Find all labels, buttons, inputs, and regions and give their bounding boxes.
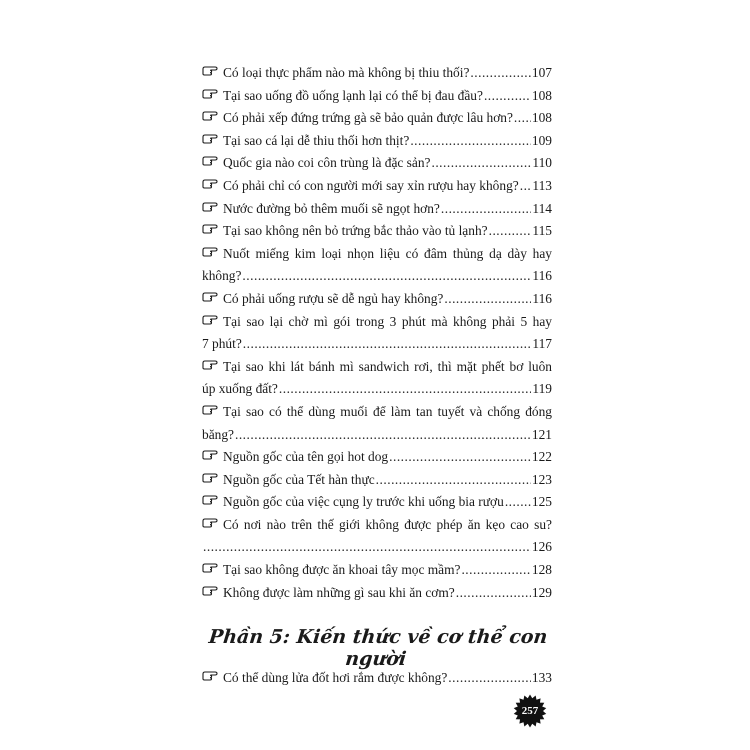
toc-entry — [202, 130, 552, 153]
toc-page-number: 108 — [531, 110, 552, 126]
toc-page-number: 119 — [532, 381, 552, 397]
toc-entry-title: 7 phút? — [202, 336, 242, 352]
pointing-hand-icon — [202, 518, 218, 528]
toc-entry-title: Nguồn gốc của việc cụng ly trước khi uống bia rượu — [202, 491, 504, 514]
toc-entry-title: Tại sao không được ăn khoai tây mọc mầm? — [202, 559, 460, 582]
pointing-hand-icon — [202, 224, 218, 234]
pointing-hand-icon — [202, 134, 218, 144]
pointing-hand-icon — [202, 111, 218, 121]
toc-entry-title: Tại sao không nên bỏ trứng bắc thảo vào tủ lạnh? — [202, 220, 488, 243]
toc-line — [202, 288, 552, 311]
toc-entry-title: Tại sao uống đồ uống lạnh lại có thể bị đau đầu? — [202, 85, 483, 108]
table-of-contents — [202, 62, 552, 604]
pointing-hand-icon — [202, 247, 218, 257]
pointing-hand-icon — [202, 671, 218, 681]
toc-page-number: 121 — [531, 426, 552, 442]
toc-page-number: 117 — [532, 336, 552, 352]
toc-entry-title: Nuốt miếng kim loại nhọn liệu có đâm thủng dạ dày hay — [202, 243, 552, 266]
toc-entry-title: Có thể dùng lửa đốt hơi rắm được không? — [202, 667, 447, 690]
toc-entry — [202, 356, 552, 401]
pointing-hand-icon — [202, 179, 218, 189]
toc-entry-title: không? — [202, 268, 242, 284]
pointing-hand-icon — [202, 360, 218, 370]
toc-entry — [202, 62, 552, 85]
dot-leader — [242, 265, 531, 288]
toc-page-number: 126 — [531, 539, 552, 555]
pointing-hand-icon — [202, 292, 218, 302]
dot-leader — [441, 198, 532, 221]
pointing-hand-icon — [202, 156, 218, 166]
toc-line — [202, 107, 552, 130]
toc-entry — [202, 401, 552, 446]
toc-entry — [202, 198, 552, 221]
dot-leader — [243, 333, 532, 356]
toc-entry — [202, 469, 552, 492]
dot-leader — [456, 582, 531, 605]
toc-page-number: 128 — [531, 562, 552, 578]
toc-line — [202, 491, 552, 514]
page-number: 257 — [521, 705, 539, 717]
dot-leader — [279, 378, 532, 401]
toc-entry — [202, 559, 552, 582]
toc-line — [202, 265, 552, 288]
pointing-hand-icon — [202, 473, 218, 483]
toc-entry-title: Nguồn gốc của tên gọi hot dog — [202, 446, 388, 469]
toc-line — [202, 198, 552, 221]
toc-entry — [202, 491, 552, 514]
dot-leader — [505, 491, 531, 514]
dot-leader — [470, 62, 531, 85]
toc-line — [202, 424, 552, 447]
pointing-hand-icon — [202, 495, 218, 505]
toc-line — [202, 85, 552, 108]
toc-entry — [202, 243, 552, 288]
toc-line — [202, 559, 552, 582]
toc-page-number: 108 — [531, 87, 552, 103]
pointing-hand-icon — [202, 66, 218, 76]
dot-leader — [520, 175, 532, 198]
toc-page-number: 123 — [531, 471, 552, 487]
dot-leader — [203, 536, 531, 559]
toc-page-number: 115 — [532, 223, 552, 239]
toc-line — [202, 333, 552, 356]
toc-page-number: 110 — [532, 155, 552, 171]
section-heading: Phần 5: Kiến thức về cơ thể con người — [207, 626, 549, 670]
dot-leader — [389, 446, 531, 469]
pointing-hand-icon — [202, 563, 218, 573]
toc-entry-title: Có phải chỉ có con người mới say xỉn rượu hay không? — [202, 175, 519, 198]
toc-page-number: 116 — [532, 268, 552, 284]
toc-entry — [202, 107, 552, 130]
dot-leader — [461, 559, 530, 582]
toc-entry-title: Tại sao khi lát bánh mì sandwich rơi, thì mặt phết bơ luôn — [202, 356, 552, 379]
toc-line — [202, 175, 552, 198]
toc-entry-title: băng? — [202, 426, 234, 442]
toc-entry-title: Nước đường bỏ thêm muối sẽ ngọt hơn? — [202, 198, 440, 221]
toc-entry-title: Tại sao có thể dùng muối để làm tan tuyết và chống đóng — [202, 401, 552, 424]
toc-entry — [202, 288, 552, 311]
dot-leader — [235, 424, 531, 447]
toc-page-number: 109 — [531, 132, 552, 148]
toc-page-number: 125 — [531, 494, 552, 510]
toc-line — [202, 582, 552, 605]
toc-line — [202, 220, 552, 243]
toc-line — [202, 667, 552, 690]
pointing-hand-icon — [202, 89, 218, 99]
toc-entry — [202, 220, 552, 243]
toc-line — [202, 378, 552, 401]
toc-line — [202, 446, 552, 469]
dot-leader — [484, 85, 531, 108]
dot-leader — [431, 152, 531, 175]
toc-entry-title: Nguồn gốc của Tết hàn thực — [202, 469, 375, 492]
toc-entry — [202, 514, 552, 559]
toc-entry — [202, 175, 552, 198]
toc-entry-title: Có nơi nào trên thế giới không được phép ăn kẹo cao su? — [202, 514, 552, 537]
dot-leader — [489, 220, 532, 243]
toc-entry-title: Có loại thực phẩm nào mà không bị thiu thối? — [202, 62, 469, 85]
toc-entry — [202, 85, 552, 108]
toc-line — [202, 469, 552, 492]
toc-entry-title: Quốc gia nào coi côn trùng là đặc sản? — [202, 152, 430, 175]
toc-page-number: 122 — [531, 449, 552, 465]
toc-page-number: 114 — [532, 200, 552, 216]
toc-entry — [202, 152, 552, 175]
toc-page-number: 129 — [531, 584, 552, 600]
toc-line — [202, 130, 552, 153]
dot-leader — [376, 469, 531, 492]
dot-leader — [410, 130, 531, 153]
toc-entry-title: Có phải uống rượu sẽ dễ ngủ hay không? — [202, 288, 443, 311]
toc-entry-title: Tại sao cá lại dễ thiu thối hơn thịt? — [202, 130, 409, 153]
toc-line — [202, 536, 552, 559]
dot-leader — [448, 667, 531, 690]
pointing-hand-icon — [202, 202, 218, 212]
pointing-hand-icon — [202, 586, 218, 596]
toc-entry — [202, 446, 552, 469]
toc-page-number: 113 — [532, 177, 552, 193]
toc-line — [202, 152, 552, 175]
toc-page-number: 116 — [532, 290, 552, 306]
pointing-hand-icon — [202, 450, 218, 460]
pointing-hand-icon — [202, 315, 218, 325]
toc-line — [202, 62, 552, 85]
pointing-hand-icon — [202, 405, 218, 415]
page-number-badge — [513, 694, 547, 728]
toc-entry-title: Không được làm những gì sau khi ăn cơm? — [202, 582, 455, 605]
toc-entry-title: Có phải xếp đứng trứng gà sẽ bảo quản được lâu hơn? — [202, 107, 513, 130]
dot-leader — [514, 107, 531, 130]
toc-entry-title: úp xuống đất? — [202, 381, 278, 397]
dot-leader — [444, 288, 531, 311]
toc-page-number: 133 — [531, 670, 552, 685]
toc-entry — [202, 311, 552, 356]
toc-entry — [202, 582, 552, 605]
toc-page-number: 107 — [531, 65, 552, 80]
toc-entry-title: Tại sao lại chờ mì gói trong 3 phút mà không phải 5 hay — [202, 311, 552, 334]
toc-entry-last — [202, 667, 552, 690]
